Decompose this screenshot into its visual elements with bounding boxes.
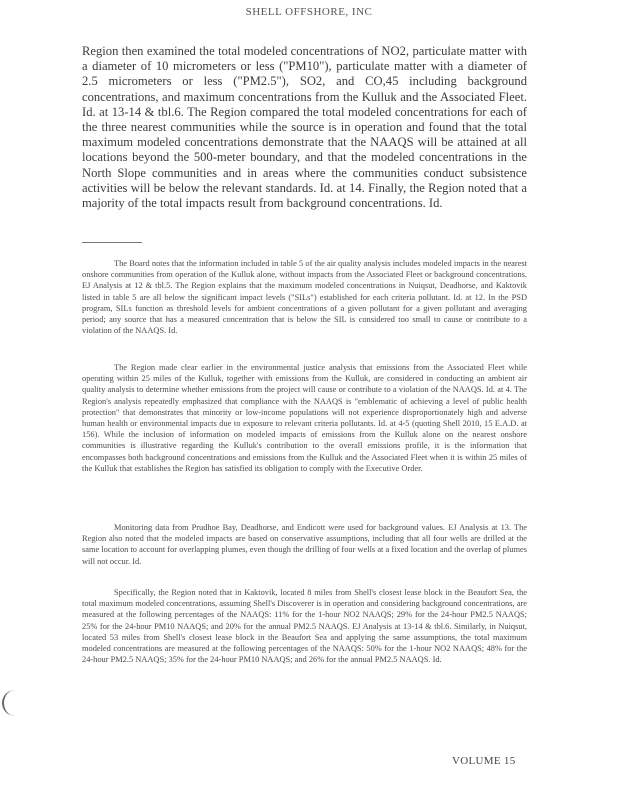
footnote-divider xyxy=(82,242,142,243)
footnote-2 xyxy=(82,362,527,474)
footnote-text: Specifically, the Region noted that in Kaktovik, located 8 miles from Shell's closest lease block in the Beaufort Sea, the total maximum modeled concentrations, assuming Shell's Discoverer is in operation and considering background concentrations, are measured at the following percentages of the NAAQS: 11% for the 1-hour NO2 NAAQS; 29% for the 24-hour PM2.5 NAAQS; 25% for the 24-hour PM10 NAAQS; and 20% for the annual PM2.5 NAAQS. EJ Analysis at 13-14 & tbl.6. Similarly, in Nuiqsut, located 53 miles from Shell's closest lease block in the Beaufort Sea and applying the same assumptions, the total maximum modeled concentrations are measured at the following percentages of the NAAQS: 50% for the 1-hour NO2 NAAQS; 48% for the 24-hour PM2.5 NAAQS; 35% for the 24-hour PM10 NAAQS; and 26% for the annual PM2.5 NAAQS. Id. xyxy=(82,588,527,665)
footnote-text: The Region made clear earlier in the environmental justice analysis that emissions from the Associated Fleet while operating within 25 miles of the Kulluk, together with emissions from the Kulluk, are considered in conducting an ambient air quality analysis to determine whether emissions from the project will cause or contribute to a violation of the NAAQS. Id. at 4. The Region's analysis repeatedly emphasized that compliance with the NAAQS is "emblematic of achieving a level of public health protection" that demonstrates that minority or low-income populations will not experience disproportionately high and adverse human health or environmental impacts due to exposure to relevant criteria pollutants. Id. at 4-5 (quoting Shell 2010, 15 E.A.D. at 156). While the inclusion of information on modeled impacts of emissions from the Kulluk alone on the nearest onshore communities is illustrative regarding the Kulluk's contribution to the overall emissions profile, it is the information that encompasses both background concentrations and emissions from the Kulluk and the Associated Fleet when it is within 25 miles of the Kulluk that establishes the Region has satisfied its obligation to comply with the Executive Order. xyxy=(82,363,527,473)
body-paragraph: Region then examined the total modeled concentrations of NO2, particulate matter with a diameter of 10 micrometers or less ("PM10"), particulate matter with a diameter of 2.5 micrometers or less ("PM2.5"), SO2, and CO,45 including background concentrations, and maximum concentrations from the Kulluk and the Associated Fleet. Id. at 13-14 & tbl.6. The Region compared the total modeled concentrations for each of the three nearest communities while the source is in operation and found that the total maximum modeled concentrations demonstrate that the NAAQS will be attained at all locations beyond the 500-meter boundary, and that the modeled concentrations in the North Slope communities and in areas where the communities conduct subsistence activities will be below the relevant standards. Id. at 14. Finally, the Region noted that a majority of the total impacts result from background concentrations. Id. xyxy=(82,44,527,211)
scan-artifact xyxy=(2,690,20,716)
page-header: SHELL OFFSHORE, INC xyxy=(245,6,373,18)
footnote-text: The Board notes that the information included in table 5 of the air quality analysis includes modeled impacts in the nearest onshore communities from operation of the Kulluk alone, without impacts from the Associated Fleet or background concentrations. EJ Analysis at 12 & tbl.5. The Region explains that the maximum modeled concentrations in Nuiqsut, Deadhorse, and Kaktovik listed in table 5 are all below the significant impact levels ("SILs") established for each criteria pollutant. Id. at 12. In the PSD program, SILs function as threshold levels for ambient concentrations of a given pollutant for a given pollutant and averaging period; any source that has a measured concentration that is below the SIL is considered too small to cause or contribute to a violation of the NAAQS. Id. xyxy=(82,259,527,336)
footnote-text: Monitoring data from Prudhoe Bay, Deadhorse, and Endicott were used for background values. EJ Analysis at 13. The Region also noted that the modeled impacts are based on conservative assumptions, including that all four wells are drilled at the same location to account for overlapping plumes, even though the drilling of four wells at a fixed location and the overlap of plumes will not occur. Id. xyxy=(82,523,527,566)
volume-footer: VOLUME 15 xyxy=(452,755,516,767)
footnote-3 xyxy=(82,522,527,567)
footnote-1 xyxy=(82,258,527,336)
footnote-4 xyxy=(82,587,527,665)
